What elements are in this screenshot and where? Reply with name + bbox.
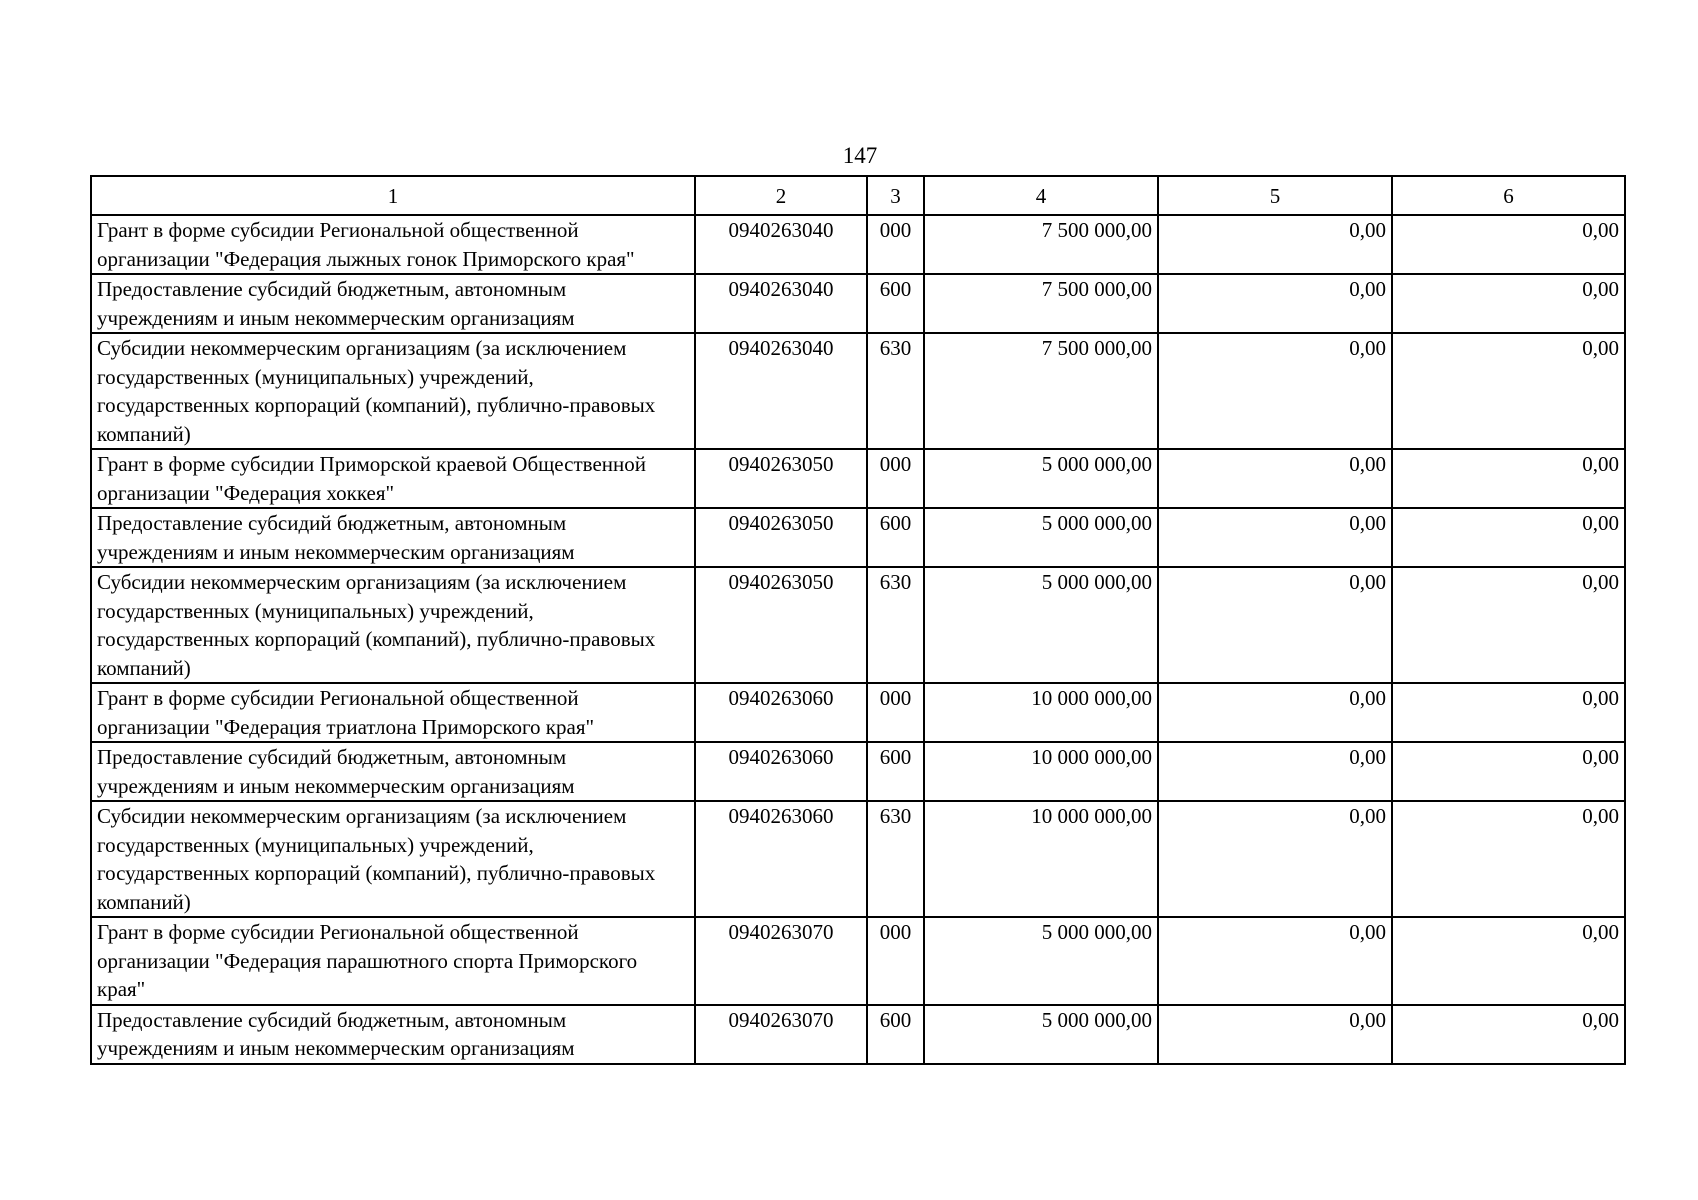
row-value-col4: 10 000 000,00 bbox=[924, 742, 1158, 801]
row-value-col4: 5 000 000,00 bbox=[924, 1005, 1158, 1064]
row-value-col5: 0,00 bbox=[1158, 449, 1392, 508]
row-type-cell: 600 bbox=[867, 742, 924, 801]
row-value-col6: 0,00 bbox=[1392, 683, 1625, 742]
table-row bbox=[91, 567, 1625, 683]
row-name-cell: Предоставление субсидий бюджетным, автономным учреждениям и иным некоммерческим организациям bbox=[91, 742, 695, 801]
row-type-cell: 630 bbox=[867, 567, 924, 683]
row-value-col6: 0,00 bbox=[1392, 801, 1625, 917]
row-value-col6: 0,00 bbox=[1392, 917, 1625, 1005]
row-type-cell: 600 bbox=[867, 1005, 924, 1064]
row-type-cell: 600 bbox=[867, 508, 924, 567]
row-code-cell: 0940263060 bbox=[695, 742, 867, 801]
table-row bbox=[91, 742, 1625, 801]
column-header-4: 4 bbox=[924, 176, 1158, 215]
column-header-3: 3 bbox=[867, 176, 924, 215]
row-value-col6: 0,00 bbox=[1392, 567, 1625, 683]
row-name-cell: Грант в форме субсидии Региональной общественной организации "Федерация лыжных гонок Приморского края" bbox=[91, 215, 695, 274]
row-value-col6: 0,00 bbox=[1392, 508, 1625, 567]
row-value-col4: 5 000 000,00 bbox=[924, 508, 1158, 567]
row-value-col6: 0,00 bbox=[1392, 215, 1625, 274]
row-code-cell: 0940263070 bbox=[695, 917, 867, 1005]
row-name-cell: Субсидии некоммерческим организациям (за исключением государственных (муниципальных) учреждений, государственных корпораций (компаний), публично-правовых компаний) bbox=[91, 333, 695, 449]
row-type-cell: 000 bbox=[867, 917, 924, 1005]
row-name-cell: Предоставление субсидий бюджетным, автономным учреждениям и иным некоммерческим организациям bbox=[91, 1005, 695, 1064]
page-number: 147 bbox=[842, 143, 878, 168]
row-type-cell: 000 bbox=[867, 683, 924, 742]
row-code-cell: 0940263050 bbox=[695, 508, 867, 567]
row-type-cell: 600 bbox=[867, 274, 924, 333]
table-row bbox=[91, 683, 1625, 742]
header-row bbox=[91, 176, 1625, 215]
row-value-col6: 0,00 bbox=[1392, 274, 1625, 333]
row-value-col4: 7 500 000,00 bbox=[924, 215, 1158, 274]
row-name-cell: Предоставление субсидий бюджетным, автономным учреждениям и иным некоммерческим организациям bbox=[91, 508, 695, 567]
table-row bbox=[91, 1005, 1625, 1064]
row-code-cell: 0940263070 bbox=[695, 1005, 867, 1064]
row-value-col6: 0,00 bbox=[1392, 449, 1625, 508]
row-code-cell: 0940263040 bbox=[695, 215, 867, 274]
row-value-col4: 10 000 000,00 bbox=[924, 801, 1158, 917]
row-value-col5: 0,00 bbox=[1158, 1005, 1392, 1064]
row-value-col4: 5 000 000,00 bbox=[924, 917, 1158, 1005]
row-value-col4: 10 000 000,00 bbox=[924, 683, 1158, 742]
row-value-col5: 0,00 bbox=[1158, 215, 1392, 274]
row-value-col5: 0,00 bbox=[1158, 508, 1392, 567]
row-name-cell: Грант в форме субсидии Региональной общественной организации "Федерация парашютного спорта Приморского края" bbox=[91, 917, 695, 1005]
row-name-cell: Грант в форме субсидии Приморской краевой Общественной организации "Федерация хоккея" bbox=[91, 449, 695, 508]
row-value-col4: 7 500 000,00 bbox=[924, 333, 1158, 449]
row-name-cell: Субсидии некоммерческим организациям (за исключением государственных (муниципальных) учреждений, государственных корпораций (компаний), публично-правовых компаний) bbox=[91, 801, 695, 917]
row-code-cell: 0940263050 bbox=[695, 567, 867, 683]
row-code-cell: 0940263060 bbox=[695, 801, 867, 917]
row-value-col5: 0,00 bbox=[1158, 683, 1392, 742]
row-value-col6: 0,00 bbox=[1392, 742, 1625, 801]
column-header-1: 1 bbox=[91, 176, 695, 215]
row-value-col5: 0,00 bbox=[1158, 742, 1392, 801]
row-value-col5: 0,00 bbox=[1158, 801, 1392, 917]
row-code-cell: 0940263040 bbox=[695, 333, 867, 449]
row-code-cell: 0940263040 bbox=[695, 274, 867, 333]
table-body bbox=[91, 215, 1625, 1064]
table-header bbox=[91, 176, 1625, 215]
row-code-cell: 0940263050 bbox=[695, 449, 867, 508]
row-value-col4: 7 500 000,00 bbox=[924, 274, 1158, 333]
row-name-cell: Грант в форме субсидии Региональной общественной организации "Федерация триатлона Приморского края" bbox=[91, 683, 695, 742]
table-row bbox=[91, 917, 1625, 1005]
row-type-cell: 000 bbox=[867, 449, 924, 508]
table-row bbox=[91, 801, 1625, 917]
row-value-col5: 0,00 bbox=[1158, 274, 1392, 333]
table-row bbox=[91, 449, 1625, 508]
table-row bbox=[91, 274, 1625, 333]
column-header-6: 6 bbox=[1392, 176, 1625, 215]
row-value-col4: 5 000 000,00 bbox=[924, 449, 1158, 508]
row-code-cell: 0940263060 bbox=[695, 683, 867, 742]
table-row bbox=[91, 333, 1625, 449]
column-header-5: 5 bbox=[1158, 176, 1392, 215]
row-name-cell: Субсидии некоммерческим организациям (за исключением государственных (муниципальных) учреждений, государственных корпораций (компаний), публично-правовых компаний) bbox=[91, 567, 695, 683]
budget-table bbox=[90, 175, 1626, 1065]
table-row bbox=[91, 508, 1625, 567]
row-type-cell: 000 bbox=[867, 215, 924, 274]
row-value-col4: 5 000 000,00 bbox=[924, 567, 1158, 683]
row-name-cell: Предоставление субсидий бюджетным, автономным учреждениям и иным некоммерческим организациям bbox=[91, 274, 695, 333]
row-type-cell: 630 bbox=[867, 333, 924, 449]
row-value-col6: 0,00 bbox=[1392, 1005, 1625, 1064]
row-value-col6: 0,00 bbox=[1392, 333, 1625, 449]
row-value-col5: 0,00 bbox=[1158, 917, 1392, 1005]
row-value-col5: 0,00 bbox=[1158, 333, 1392, 449]
column-header-2: 2 bbox=[695, 176, 867, 215]
row-value-col5: 0,00 bbox=[1158, 567, 1392, 683]
table-row bbox=[91, 215, 1625, 274]
row-type-cell: 630 bbox=[867, 801, 924, 917]
